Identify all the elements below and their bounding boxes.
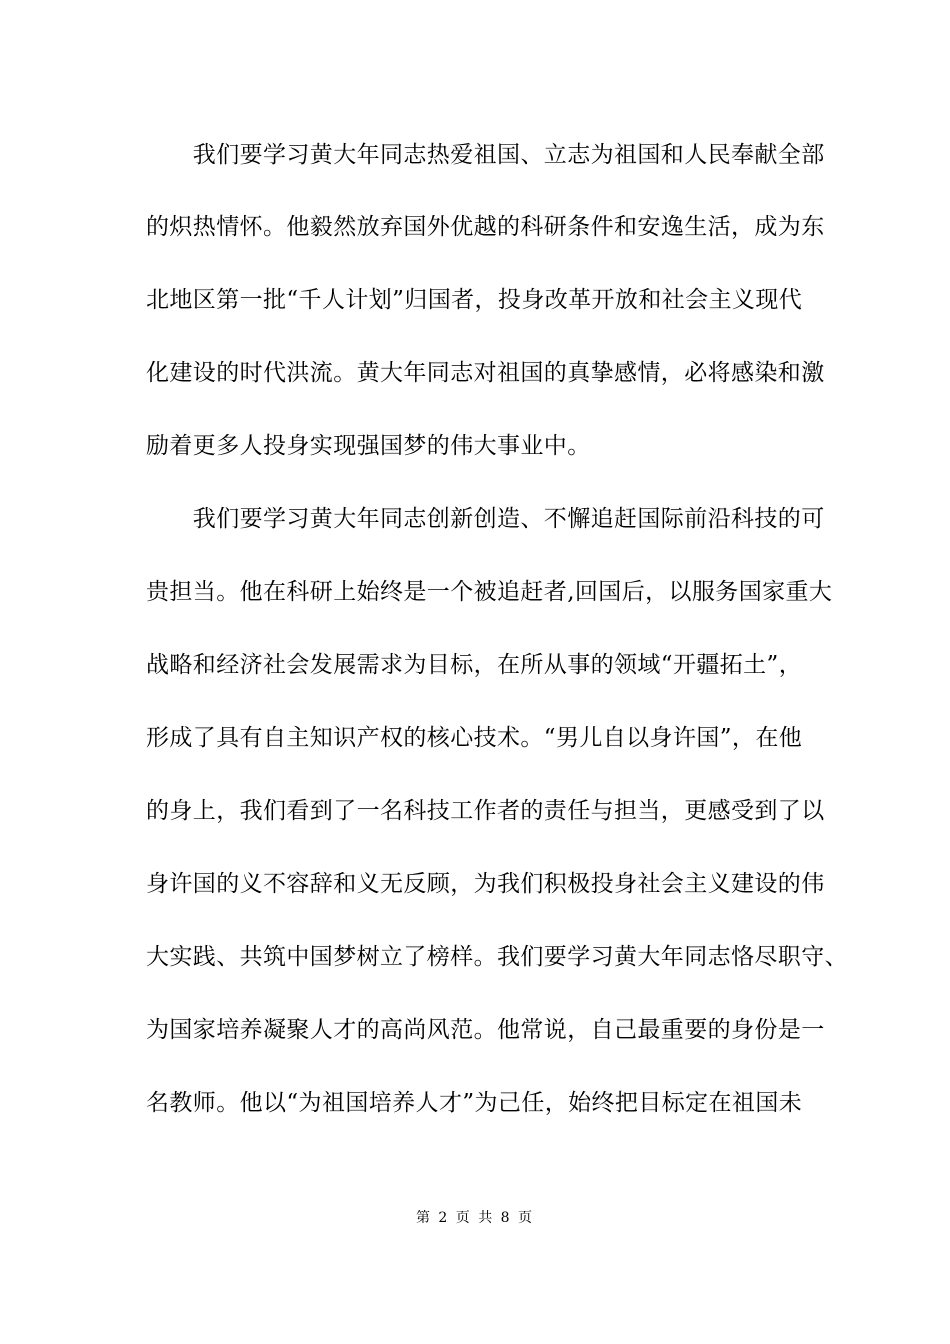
text-line: 大实践、共筑中国梦树立了榜样。我们要学习黄大年同志恪尽职守、 <box>146 944 848 970</box>
text-line: 我们要学习黄大年同志创新创造、不懈追赶国际前沿科技的可 <box>146 506 825 532</box>
text-line: 励着更多人投身实现强国梦的伟大事业中。 <box>146 433 591 459</box>
text-line: 贵担当。他在科研上始终是一个被追赶者,回国后，以服务国家重大 <box>146 579 833 605</box>
text-line: 的炽热情怀。他毅然放弃国外优越的科研条件和安逸生活，成为东 <box>146 214 825 240</box>
text-line: 的身上，我们看到了一名科技工作者的责任与担当，更感受到了以 <box>146 798 825 824</box>
text-line: 北地区第一批“千人计划”归国者，投身改革开放和社会主义现代 <box>146 287 803 313</box>
text-line: 名教师。他以“为祖国培养人才”为己任，始终把目标定在祖国未 <box>146 1090 803 1116</box>
text-line: 形成了具有自主知识产权的核心技术。“男儿自以身许国”，在他 <box>146 725 803 751</box>
text-line: 我们要学习黄大年同志热爱祖国、立志为祖国和人民奉献全部 <box>146 142 825 168</box>
text-line: 化建设的时代洪流。黄大年同志对祖国的真挚感情，必将感染和激 <box>146 360 825 386</box>
text-line: 为国家培养凝聚人才的高尚风范。他常说，自己最重要的身份是一 <box>146 1017 825 1043</box>
page-number-footer: 第 2 页 共 8 页 <box>415 1210 535 1226</box>
text-line: 身许国的义不容辞和义无反顾，为我们积极投身社会主义建设的伟 <box>146 871 825 897</box>
text-line: 战略和经济社会发展需求为目标，在所从事的领域“开疆拓土”， <box>146 652 803 678</box>
